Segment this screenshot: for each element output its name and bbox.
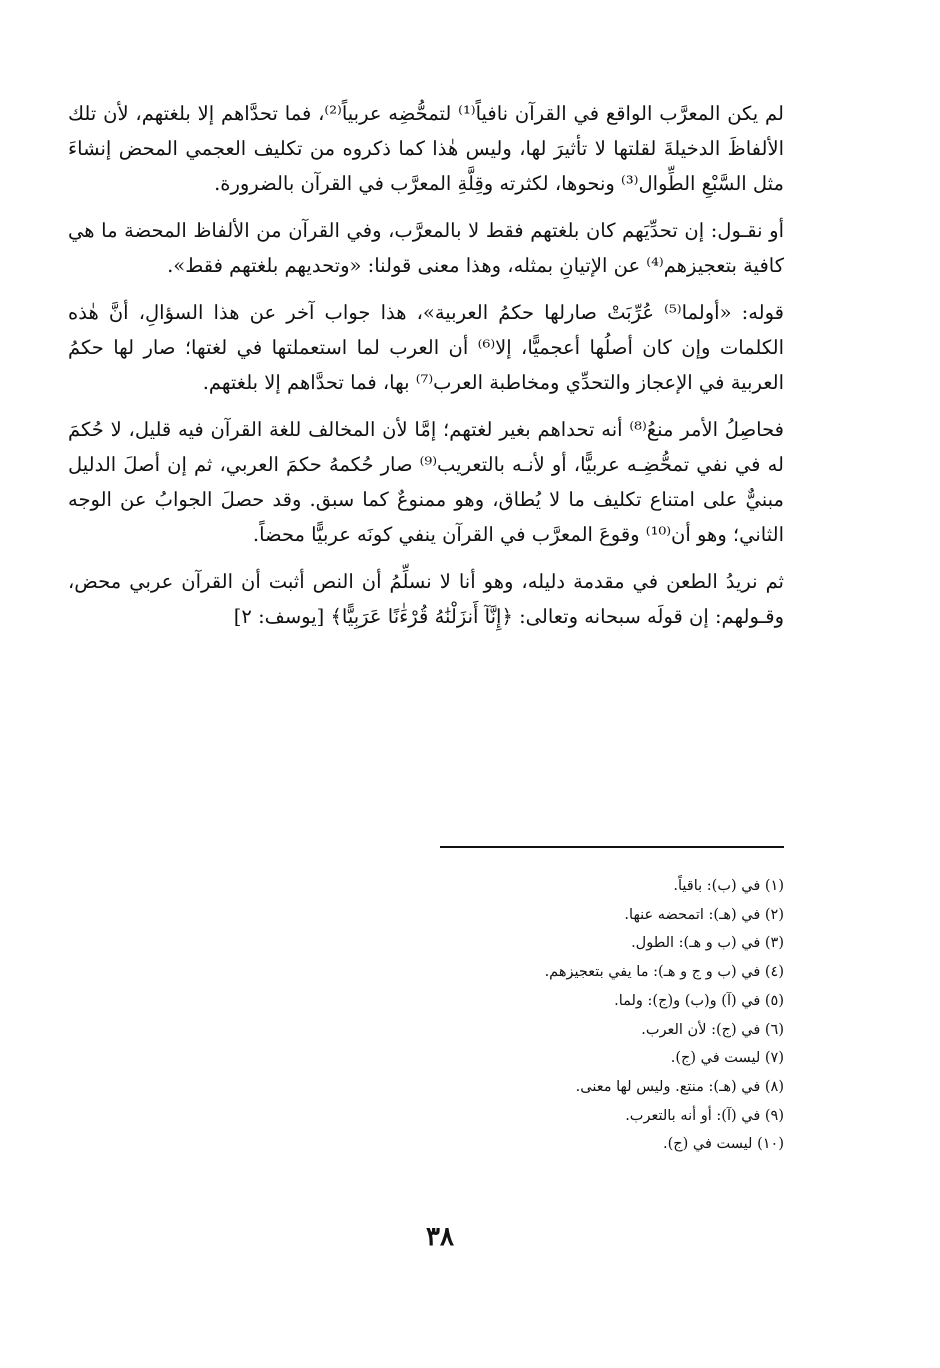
footnote-10: (١٠) ليست في (ج). (662, 1136, 784, 1153)
footnote-3: (٣) في (ب و هـ): الطول. (631, 935, 784, 952)
paragraph-3: قوله: «أولما⁽⁵⁾ عُرِّبَتْ صارلها حكمُ العربية»، هذا جواب آخر عن هذا السؤالِ، أنَّ هٰذه الكلمات وإن كان أصلُها أعجميًّا، إلا⁽⁶⁾ أن العرب لما استعملتها في لغتها؛ صار لها حكمُ العربية في الإعجاز والتحدِّي ومخاطبة العرب⁽⁷⁾ بها، فما تحدَّاهم إلا بلغتهم. (68, 301, 784, 394)
footnote-1: (١) في (ب): باقياً. (673, 878, 784, 894)
paragraph-5: ثم نريدُ الطعن في مقدمة دليله، وهو أنا لا نسلِّمُ أن النص أثبت أن القرآن عربي محض، وقـولهم: إن قولَه سبحانه وتعالى: ﴿إِنَّآ أَنزَلْنَٰهُ قُرْءَٰنًا عَرَبِيًّا﴾ [يوسف: ٢] (68, 570, 784, 628)
footnote-5: (٥) في (آ) و(ب) و(ج): ولما. (614, 992, 784, 1009)
footnote-8: (٨) في (هـ): منتع. وليس لها معنى. (575, 1078, 784, 1095)
page-number: ٣٨ (426, 1222, 454, 1252)
footnote-separator-rule (440, 846, 784, 848)
paragraph-2: أو نقـول: إن تحدِّيَهم كان بلغتهم فقط لا بالمعرَّب، وفي القرآن من الألفاظ المحضة ما هي كافية بتعجيزهم⁽⁴⁾ عن الإتيانِ بمثله، وهذا معنى قولنا: «وتحديهم بلغتهم فقط». (68, 219, 784, 277)
footnotes-list (300, 872, 784, 1159)
footnote-7: (٧) ليست في (ج). (670, 1050, 784, 1067)
footnote-2: (٢) في (هـ): اتمحضه عنها. (624, 906, 784, 923)
paragraph-1: لم يكن المعرَّب الواقع في القرآن نافياً⁽¹⁾ لتمحُّضِه عربياً⁽²⁾، فما تحدَّاهم إلا بلغتهم، لأن تلك الألفاظَ الدخيلةَ لقلتها لا تأثيرَ لها، وليس هٰذا كما ذكروه من تكليف العجمي المحض إنشاءَ مثل السَّبْعِ الطِّوال⁽³⁾ ونحوها، لكثرته وقِلَّةِ المعرَّب في القرآن بالضرورة. (68, 102, 784, 195)
footnote-4: (٤) في (ب و ج و هـ): ما يفي بتعجيزهم. (544, 964, 784, 981)
paragraph-4: فحاصِلُ الأمر منعُ⁽⁸⁾ أنه تحداهم بغير لغتهم؛ إمَّا لأن المخالف للغة القرآن فيه قليل، لا حُكمَ له في نفي تمحُّضِـه عربيًّا، أو لأنـه بالتعريب⁽⁹⁾ صار حُكمهُ حكمَ العربي، ثم إن أصلَ الدليل مبنيٌّ على امتناع تكليف ما لا يُطاق، وهو ممنوعٌ كما سبق. وقد حصلَ الجوابُ عن الوجه الثاني؛ وهو أن⁽¹⁰⁾ وقوعَ المعرَّب في القرآن ينفي كونَه عربيًّا محضاً. (68, 418, 784, 546)
footnote-6: (٦) في (ج): لأن العرب. (641, 1021, 784, 1038)
main-text (68, 96, 784, 646)
footnote-9: (٩) في (آ): أو أنه بالتعرب. (625, 1107, 784, 1124)
